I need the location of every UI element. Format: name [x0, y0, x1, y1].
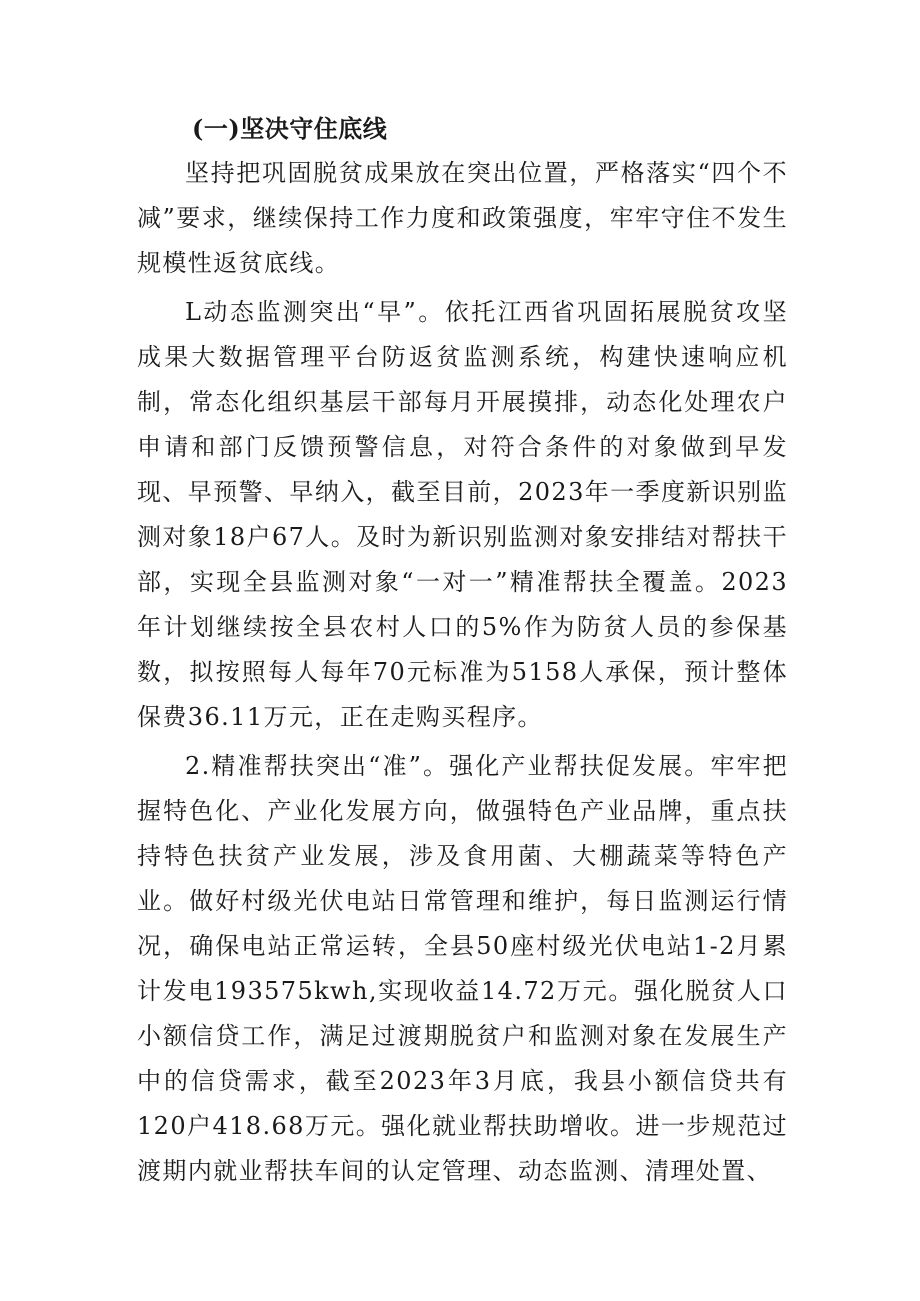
paragraph-dynamic-monitoring: L动态监测突出“早”。依托江西省巩固拓展脱贫攻坚成果大数据管理平台防返贫监测系统，构建快速响应机制，常态化组织基层干部每月开展摸排，动态化处理农户申请和部门反馈预警信息，对符合条件的对象做到早发现、早预警、早纳入，截至目前，2023年一季度新识别监测对象18户67人。及时为新识别监测对象安排结对帮扶干部，实现全县监测对象“一对一”精准帮扶全覆盖。2023年计划继续按全县农村人口的5%作为防贫人员的参保基数，拟按照每人每年70元标准为5158人承保，预计整体保费36.11万元，正在走购买程序。: [137, 298, 788, 731]
paragraph-bottom-line: 坚持把巩固脱贫成果放在突出位置，严格落实“四个不减”要求，继续保持工作力度和政策强度，牢牢守住不发生规模性返贫底线。: [137, 159, 788, 277]
document-body: [137, 106, 788, 1198]
section-heading: (一)坚决守住底线: [192, 114, 388, 143]
paragraph-precise-assistance: 2.精准帮扶突出“准”。强化产业帮扶促发展。牢牢把握特色化、产业化发展方向，做强特色产业品牌，重点扶持特色扶贫产业发展，涉及食用菌、大棚蔬菜等特色产业。做好村级光伏电站日常管理和维护，每日监测运行情况，确保电站正常运转，全县50座村级光伏电站1-2月累计发电193575kwh,实现收益14.72万元。强化脱贫人口小额信贷工作，满足过渡期脱贫户和监测对象在发展生产中的信贷需求，截至2023年3月底，我县小额信贷共有120户418.68万元。强化就业帮扶助增收。进一步规范过渡期内就业帮扶车间的认定管理、动态监测、清理处置、: [137, 752, 788, 1185]
